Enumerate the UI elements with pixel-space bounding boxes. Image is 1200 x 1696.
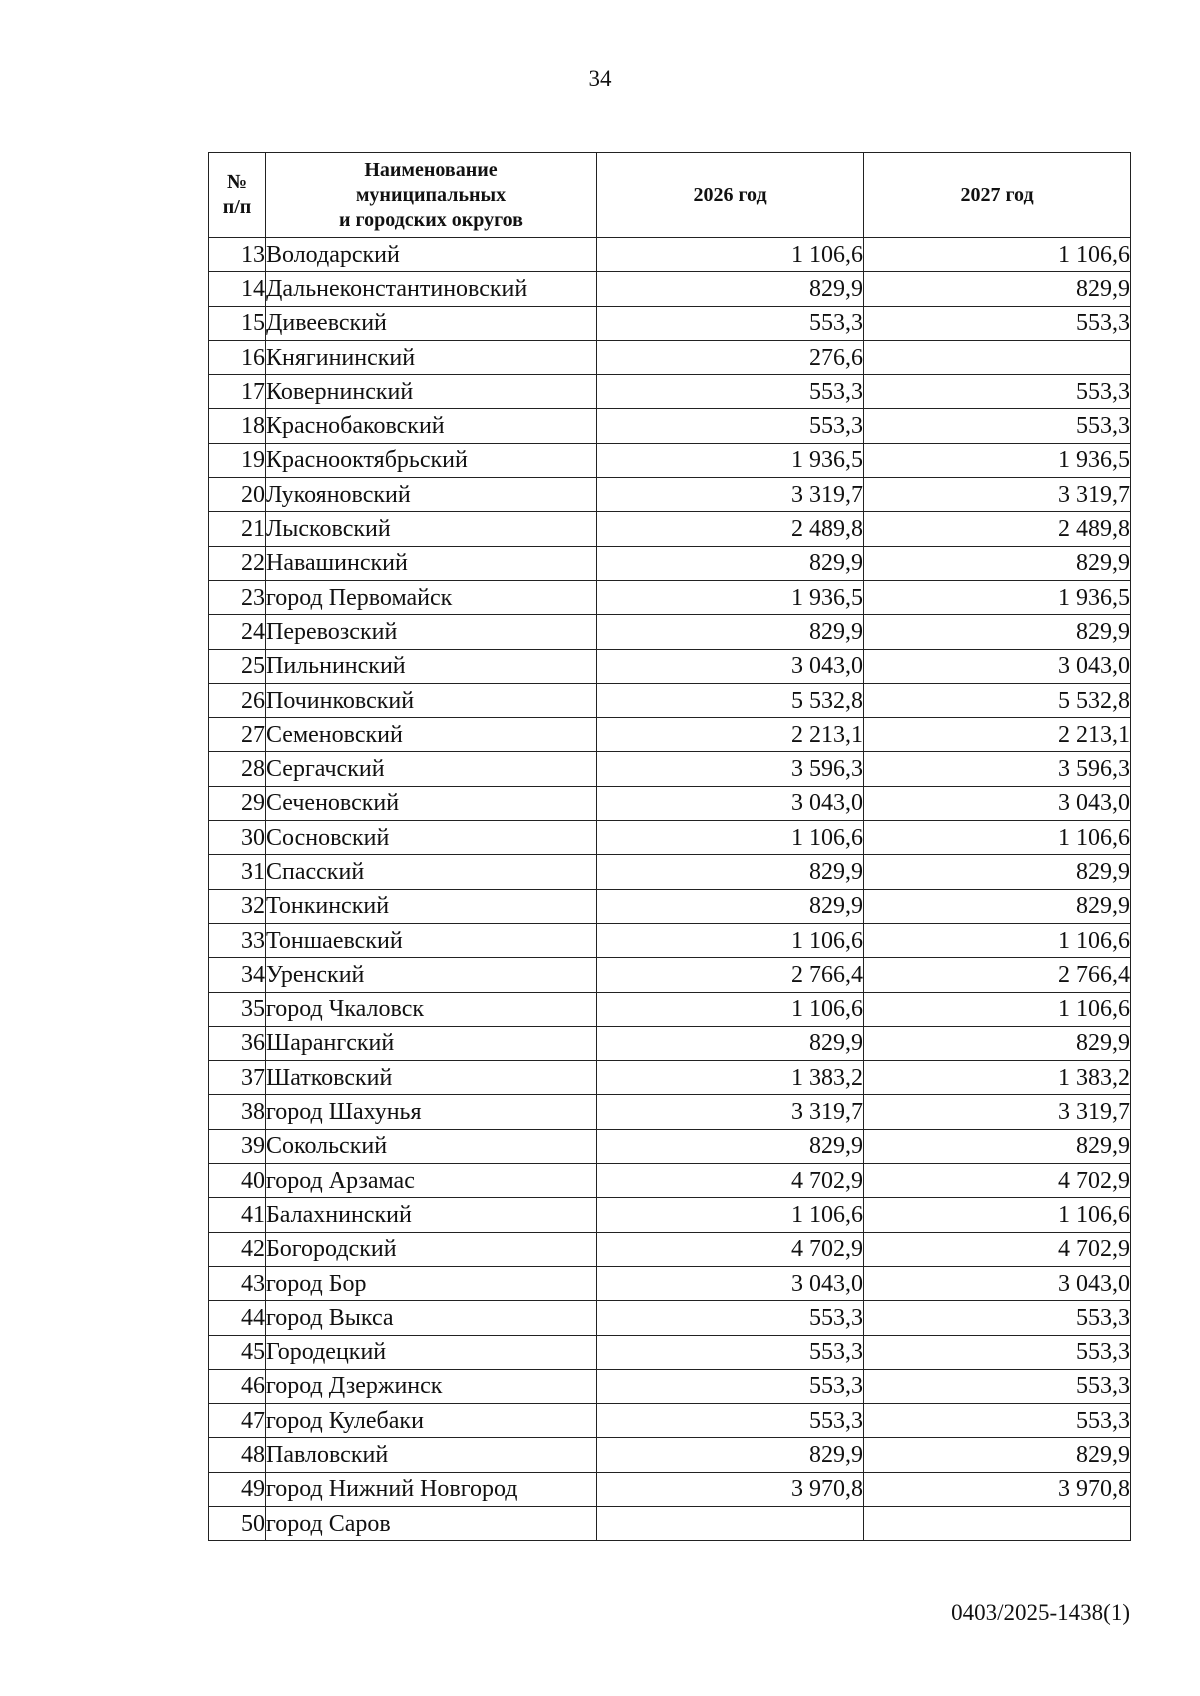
municipality-name: Навашинский (266, 546, 597, 580)
table-row (209, 649, 1131, 683)
table-row (209, 1266, 1131, 1300)
municipality-name: Сокольский (266, 1129, 597, 1163)
value-2027: 1 936,5 (864, 443, 1131, 477)
value-2027: 3 319,7 (864, 478, 1131, 512)
table-row (209, 1129, 1131, 1163)
header-year-2026: 2026 год (597, 153, 864, 238)
table-row (209, 718, 1131, 752)
row-number: 14 (209, 272, 266, 306)
table-row (209, 272, 1131, 306)
municipality-name: Дивеевский (266, 306, 597, 340)
value-2027 (864, 1506, 1131, 1540)
table-row (209, 1198, 1131, 1232)
table-row (209, 1095, 1131, 1129)
table-row (209, 683, 1131, 717)
municipality-name: Починковский (266, 683, 597, 717)
municipality-name: город Чкаловск (266, 992, 597, 1026)
municipality-name: Богородский (266, 1232, 597, 1266)
value-2027: 2 489,8 (864, 512, 1131, 546)
value-2027: 553,3 (864, 306, 1131, 340)
value-2027: 829,9 (864, 1129, 1131, 1163)
value-2026: 3 596,3 (597, 752, 864, 786)
row-number: 40 (209, 1164, 266, 1198)
value-2027: 1 106,6 (864, 238, 1131, 272)
row-number: 50 (209, 1506, 266, 1540)
value-2027: 3 596,3 (864, 752, 1131, 786)
table-row (209, 821, 1131, 855)
row-number: 23 (209, 580, 266, 614)
table-row (209, 512, 1131, 546)
value-2026: 1 106,6 (597, 238, 864, 272)
row-number: 17 (209, 375, 266, 409)
row-number: 48 (209, 1438, 266, 1472)
table-row (209, 409, 1131, 443)
table-row (209, 786, 1131, 820)
value-2026: 553,3 (597, 1335, 864, 1369)
header-number: № п/п (209, 153, 266, 238)
row-number: 33 (209, 923, 266, 957)
row-number: 21 (209, 512, 266, 546)
value-2026: 553,3 (597, 1301, 864, 1335)
municipality-name: город Кулебаки (266, 1404, 597, 1438)
table-row (209, 1026, 1131, 1060)
table-row (209, 443, 1131, 477)
value-2027: 3 043,0 (864, 649, 1131, 683)
municipality-name: Семеновский (266, 718, 597, 752)
table-body (209, 238, 1131, 1541)
row-number: 19 (209, 443, 266, 477)
municipality-name: Городецкий (266, 1335, 597, 1369)
municipality-name: Спасский (266, 855, 597, 889)
value-2027: 5 532,8 (864, 683, 1131, 717)
table-row (209, 1472, 1131, 1506)
row-number: 26 (209, 683, 266, 717)
row-number: 13 (209, 238, 266, 272)
value-2027: 829,9 (864, 1026, 1131, 1060)
value-2027: 829,9 (864, 1438, 1131, 1472)
value-2027: 2 766,4 (864, 958, 1131, 992)
table-row (209, 1335, 1131, 1369)
municipality-name: город Арзамас (266, 1164, 597, 1198)
value-2026: 3 319,7 (597, 478, 864, 512)
value-2027: 4 702,9 (864, 1164, 1131, 1198)
municipality-name: Пильнинский (266, 649, 597, 683)
value-2027: 1 936,5 (864, 580, 1131, 614)
row-number: 42 (209, 1232, 266, 1266)
table-row (209, 923, 1131, 957)
value-2027: 1 106,6 (864, 1198, 1131, 1232)
value-2027: 829,9 (864, 889, 1131, 923)
row-number: 31 (209, 855, 266, 889)
row-number: 35 (209, 992, 266, 1026)
value-2026: 1 383,2 (597, 1061, 864, 1095)
row-number: 38 (209, 1095, 266, 1129)
municipality-name: город Выкса (266, 1301, 597, 1335)
value-2026: 1 106,6 (597, 1198, 864, 1232)
table-row (209, 546, 1131, 580)
table-row (209, 752, 1131, 786)
municipality-name: Краснобаковский (266, 409, 597, 443)
municipality-name: город Саров (266, 1506, 597, 1540)
value-2026: 2 213,1 (597, 718, 864, 752)
municipality-name: Володарский (266, 238, 597, 272)
value-2026: 2 489,8 (597, 512, 864, 546)
table-row (209, 375, 1131, 409)
row-number: 39 (209, 1129, 266, 1163)
row-number: 41 (209, 1198, 266, 1232)
value-2026: 1 106,6 (597, 923, 864, 957)
value-2026: 553,3 (597, 306, 864, 340)
table-row (209, 1369, 1131, 1403)
row-number: 20 (209, 478, 266, 512)
value-2026: 276,6 (597, 340, 864, 374)
row-number: 25 (209, 649, 266, 683)
value-2026: 553,3 (597, 1369, 864, 1403)
table-row (209, 615, 1131, 649)
table-row (209, 1301, 1131, 1335)
header-year-2027: 2027 год (864, 153, 1131, 238)
value-2026: 1 106,6 (597, 821, 864, 855)
municipality-name: Лукояновский (266, 478, 597, 512)
row-number: 46 (209, 1369, 266, 1403)
municipality-name: Лысковский (266, 512, 597, 546)
value-2027: 553,3 (864, 1404, 1131, 1438)
value-2026: 553,3 (597, 375, 864, 409)
value-2027: 1 106,6 (864, 992, 1131, 1026)
row-number: 47 (209, 1404, 266, 1438)
municipality-name: Уренский (266, 958, 597, 992)
row-number: 22 (209, 546, 266, 580)
value-2027: 553,3 (864, 1369, 1131, 1403)
row-number: 15 (209, 306, 266, 340)
value-2026: 1 106,6 (597, 992, 864, 1026)
row-number: 49 (209, 1472, 266, 1506)
row-number: 32 (209, 889, 266, 923)
municipality-name: город Первомайск (266, 580, 597, 614)
table-row (209, 340, 1131, 374)
value-2026: 4 702,9 (597, 1164, 864, 1198)
value-2027: 553,3 (864, 1301, 1131, 1335)
table-row (209, 580, 1131, 614)
value-2026: 829,9 (597, 855, 864, 889)
table-row (209, 889, 1131, 923)
value-2026: 829,9 (597, 615, 864, 649)
row-number: 29 (209, 786, 266, 820)
value-2027: 3 043,0 (864, 1266, 1131, 1300)
row-number: 45 (209, 1335, 266, 1369)
allocation-table (208, 152, 1131, 1541)
value-2027: 1 106,6 (864, 923, 1131, 957)
value-2026: 1 936,5 (597, 443, 864, 477)
municipality-name: Ковернинский (266, 375, 597, 409)
table-row (209, 306, 1131, 340)
value-2026: 829,9 (597, 1026, 864, 1060)
table-row (209, 855, 1131, 889)
value-2026: 553,3 (597, 409, 864, 443)
value-2027: 829,9 (864, 546, 1131, 580)
value-2026: 2 766,4 (597, 958, 864, 992)
municipality-name: город Нижний Новгород (266, 1472, 597, 1506)
row-number: 16 (209, 340, 266, 374)
value-2026: 829,9 (597, 889, 864, 923)
value-2027: 829,9 (864, 272, 1131, 306)
value-2027: 553,3 (864, 409, 1131, 443)
value-2027: 829,9 (864, 855, 1131, 889)
table-row (209, 958, 1131, 992)
value-2027: 1 106,6 (864, 821, 1131, 855)
row-number: 18 (209, 409, 266, 443)
municipality-name: Балахнинский (266, 1198, 597, 1232)
row-number: 30 (209, 821, 266, 855)
municipality-name: Перевозский (266, 615, 597, 649)
table-row (209, 1232, 1131, 1266)
value-2027: 3 319,7 (864, 1095, 1131, 1129)
municipality-name: Павловский (266, 1438, 597, 1472)
value-2027: 4 702,9 (864, 1232, 1131, 1266)
value-2027: 553,3 (864, 1335, 1131, 1369)
table-row (209, 1438, 1131, 1472)
value-2026: 829,9 (597, 1438, 864, 1472)
table-row (209, 1164, 1131, 1198)
row-number: 27 (209, 718, 266, 752)
municipality-name: Шатковский (266, 1061, 597, 1095)
value-2026: 829,9 (597, 1129, 864, 1163)
municipality-name: город Дзержинск (266, 1369, 597, 1403)
municipality-name: город Бор (266, 1266, 597, 1300)
row-number: 37 (209, 1061, 266, 1095)
header-municipality-name: Наименование муниципальных и городских округов (266, 153, 597, 238)
row-number: 43 (209, 1266, 266, 1300)
municipality-name: Шарангский (266, 1026, 597, 1060)
municipality-name: Тонкинский (266, 889, 597, 923)
table-row (209, 992, 1131, 1026)
municipality-name: Тоншаевский (266, 923, 597, 957)
value-2026: 5 532,8 (597, 683, 864, 717)
row-number: 24 (209, 615, 266, 649)
row-number: 44 (209, 1301, 266, 1335)
table-row (209, 1506, 1131, 1540)
table-row (209, 238, 1131, 272)
row-number: 34 (209, 958, 266, 992)
page-number: 34 (588, 66, 612, 91)
value-2026: 829,9 (597, 272, 864, 306)
row-number: 36 (209, 1026, 266, 1060)
municipality-name: Сеченовский (266, 786, 597, 820)
header-row (209, 153, 1131, 238)
value-2027: 3 043,0 (864, 786, 1131, 820)
value-2026: 553,3 (597, 1404, 864, 1438)
value-2026: 1 936,5 (597, 580, 864, 614)
municipality-name: Княгининский (266, 340, 597, 374)
value-2026: 4 702,9 (597, 1232, 864, 1266)
municipality-name: город Шахунья (266, 1095, 597, 1129)
value-2026: 3 043,0 (597, 1266, 864, 1300)
table-row (209, 1404, 1131, 1438)
value-2026: 3 970,8 (597, 1472, 864, 1506)
municipality-name: Краснооктябрьский (266, 443, 597, 477)
table-row (209, 478, 1131, 512)
table-row (209, 1061, 1131, 1095)
value-2026: 3 319,7 (597, 1095, 864, 1129)
value-2027: 829,9 (864, 615, 1131, 649)
value-2026: 3 043,0 (597, 786, 864, 820)
value-2026: 3 043,0 (597, 649, 864, 683)
value-2027 (864, 340, 1131, 374)
value-2027: 553,3 (864, 375, 1131, 409)
municipality-name: Сосновский (266, 821, 597, 855)
municipality-name: Сергачский (266, 752, 597, 786)
document-id: 0403/2025-1438(1) (951, 1600, 1130, 1625)
value-2027: 1 383,2 (864, 1061, 1131, 1095)
municipality-name: Дальнеконстантиновский (266, 272, 597, 306)
value-2026 (597, 1506, 864, 1540)
table-header (209, 153, 1131, 238)
value-2026: 829,9 (597, 546, 864, 580)
value-2027: 2 213,1 (864, 718, 1131, 752)
value-2027: 3 970,8 (864, 1472, 1131, 1506)
row-number: 28 (209, 752, 266, 786)
